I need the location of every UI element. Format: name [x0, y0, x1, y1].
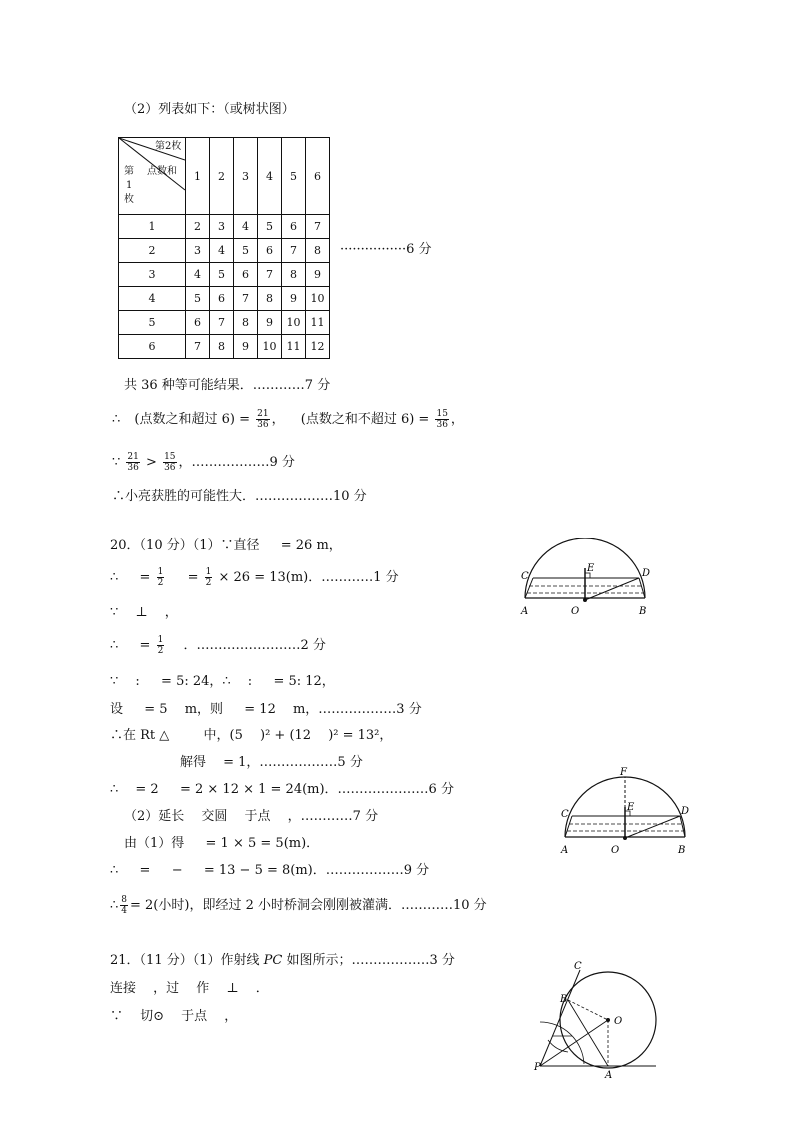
table-cell: 7 — [282, 239, 306, 263]
label-f: F — [620, 767, 627, 778]
q20-line-12: ∴ = − = 13 − 5 = 8(m)．………………9 分 — [110, 863, 430, 878]
q20-line-3: ∵ ⊥ ， — [110, 605, 178, 620]
fraction-1-2: $\frac{1}{2}$ — [157, 567, 164, 588]
fraction-1-2: $\frac{1}{2}$ — [157, 635, 164, 656]
row-header: 1 — [119, 215, 186, 239]
segment-od — [625, 816, 680, 838]
fraction-21-36: $\frac{21}{36}$ — [257, 409, 269, 430]
q21-line-2: 连接 ，过 作 ⊥ ． — [110, 981, 269, 996]
q20-line-4: ∴ = $\frac{1}{2}$ ．……………………2 分 — [110, 635, 326, 656]
col-header: 2 — [210, 138, 234, 215]
label-c: C — [561, 809, 569, 820]
table-cell: 2 — [186, 215, 210, 239]
table-cell: 5 — [210, 263, 234, 287]
table-cell: 9 — [234, 335, 258, 359]
label-c: C — [521, 571, 529, 582]
table-cell: 7 — [306, 215, 330, 239]
table-cell: 6 — [258, 239, 282, 263]
bridge-figure-2 — [550, 762, 700, 858]
q20-line-13: ∴ $\frac{8}{4}$ = 2(小时)，即经过 2 小时桥洞会刚刚被灌满．…………10 分 — [110, 895, 487, 916]
label-a: A — [561, 845, 569, 856]
table-cell: 10 — [258, 335, 282, 359]
fraction-1-2: $\frac{1}{2}$ — [205, 567, 212, 588]
table-cell: 6 — [282, 215, 306, 239]
table-cell: 10 — [306, 287, 330, 311]
because-symbol: ∵ — [112, 455, 121, 470]
ray-pc — [540, 970, 580, 1066]
row-header: 4 — [119, 287, 186, 311]
table-cell: 9 — [306, 263, 330, 287]
segment-od — [585, 578, 639, 600]
label-b: B — [560, 994, 568, 1005]
q20-line-8: 解得 = 1，………………5 分 — [180, 755, 363, 770]
table-row — [119, 239, 330, 263]
label-o: O — [571, 606, 580, 617]
probability-line: ∴ (点数之和超过 6) = $\frac{21}{36}$ ， (点数之和不超过 6) = $\frac{15}{36}$ ， — [112, 409, 464, 430]
row-header: 3 — [119, 263, 186, 287]
table-cell: 7 — [186, 335, 210, 359]
table-cell: 11 — [282, 335, 306, 359]
q20-line-10: （2）延长 交圆 于点 ，…………7 分 — [124, 809, 379, 824]
table-corner-cell — [119, 138, 186, 215]
table-cell: 7 — [258, 263, 282, 287]
corner-mid-label: 点数和 — [147, 166, 177, 177]
row-header: 6 — [119, 335, 186, 359]
table-row — [119, 263, 330, 287]
table-cell: 9 — [258, 311, 282, 335]
fraction-8-4: $\frac{8}{4}$ — [121, 895, 128, 916]
row-header: 5 — [119, 311, 186, 335]
center-point — [583, 598, 587, 602]
fraction-15-36: $\frac{15}{36}$ — [164, 452, 176, 473]
label-e: E — [587, 563, 595, 574]
table-cell: 11 — [306, 311, 330, 335]
center-point — [623, 836, 627, 840]
table-cell: 8 — [234, 311, 258, 335]
label-o: O — [614, 1016, 623, 1027]
table-cell: 8 — [210, 335, 234, 359]
table-row — [119, 335, 330, 359]
label-p: P — [534, 1062, 541, 1073]
col-header: 6 — [306, 138, 330, 215]
corner-top-label: 第2枚 — [155, 141, 182, 152]
table-cell: 4 — [210, 239, 234, 263]
row-header: 2 — [119, 239, 186, 263]
label-o: O — [611, 845, 620, 856]
q20-line-6: 设 = 5 m，则 = 12 m，………………3 分 — [110, 702, 422, 717]
table-cell: 8 — [282, 263, 306, 287]
fraction-15-36: $\frac{15}{36}$ — [436, 409, 448, 430]
table-cell: 5 — [234, 239, 258, 263]
table-cell: 12 — [306, 335, 330, 359]
q21-line-3: ∵ 切⊙ 于点 ， — [110, 1009, 238, 1024]
q20-line-11: 由（1）得 = 1 × 5 = 5(m)． — [124, 836, 320, 851]
table-cell: 8 — [306, 239, 330, 263]
q20-line-5: ∵ : = 5: 24，∴ : = 5: 12， — [110, 674, 335, 689]
fraction-21-36: $\frac{21}{36}$ — [127, 452, 139, 473]
table-cell: 6 — [210, 287, 234, 311]
label-d: D — [642, 568, 651, 579]
col-header: 4 — [258, 138, 282, 215]
prob-not-over-6-text: (点数之和不超过 6) = — [300, 412, 430, 427]
center-point — [606, 1018, 610, 1022]
col-header: 3 — [234, 138, 258, 215]
part2-heading: （2）列表如下：（或树状图） — [124, 102, 295, 117]
bridge-figure-1 — [515, 538, 665, 620]
table-cell: 9 — [282, 287, 306, 311]
label-d: D — [681, 806, 690, 817]
label-e: E — [627, 802, 635, 813]
label-a: A — [605, 1070, 613, 1080]
q20-line-7: ∴在 Rt △ 中，(5 )² + (12 )² = 13²， — [110, 728, 393, 743]
tangent-circle-figure — [528, 960, 668, 1080]
table-cell: 4 — [186, 263, 210, 287]
q20-line-9: ∴ = 2 = 2 × 12 × 1 = 24(m)．…………………6 分 — [110, 782, 454, 797]
table-cell: 3 — [210, 215, 234, 239]
table-cell: 4 — [234, 215, 258, 239]
table-cell: 6 — [234, 263, 258, 287]
therefore-symbol: ∴ — [112, 412, 121, 427]
q21-line-1: 21．（11 分）（1）作射线 PC 如图所示；………………3 分 — [110, 953, 455, 968]
table-cell: 8 — [258, 287, 282, 311]
label-c: C — [574, 961, 582, 972]
q20-line-2: ∴ = $\frac{1}{2}$ = $\frac{1}{2}$ × 26 = 13(m)．…………1 分 — [110, 567, 399, 588]
comparison-line: ∵ $\frac{21}{36}$ > $\frac{15}{36}$ ，………………9 分 — [112, 452, 295, 473]
label-b: B — [639, 606, 647, 617]
table-row — [119, 215, 330, 239]
col-header: 1 — [186, 138, 210, 215]
table-cell: 5 — [186, 287, 210, 311]
label-b: B — [678, 845, 686, 856]
table-row — [119, 311, 330, 335]
table-cell: 7 — [210, 311, 234, 335]
prob-over-6-text: (点数之和超过 6) = — [134, 412, 250, 427]
table-cell: 5 — [258, 215, 282, 239]
label-a: A — [521, 606, 529, 617]
table-cell: 3 — [186, 239, 210, 263]
q20-line-1: 20．（10 分）（1）∵直径 = 26 m， — [110, 538, 342, 553]
table-cell: 6 — [186, 311, 210, 335]
corner-left-3: 枚 — [124, 194, 134, 205]
table-cell: 7 — [234, 287, 258, 311]
dice-sum-table — [118, 137, 330, 359]
col-header: 5 — [282, 138, 306, 215]
table-score-note: ················6 分 — [340, 242, 432, 257]
outcomes-count-line: 共 36 种等可能结果．…………7 分 — [124, 378, 331, 393]
corner-left-1: 第 — [124, 166, 134, 177]
table-cell: 10 — [282, 311, 306, 335]
table-row — [119, 287, 330, 311]
corner-left-2: 1 — [126, 180, 133, 191]
conclusion-line: ∴小亮获胜的可能性大．………………10 分 — [112, 489, 367, 504]
